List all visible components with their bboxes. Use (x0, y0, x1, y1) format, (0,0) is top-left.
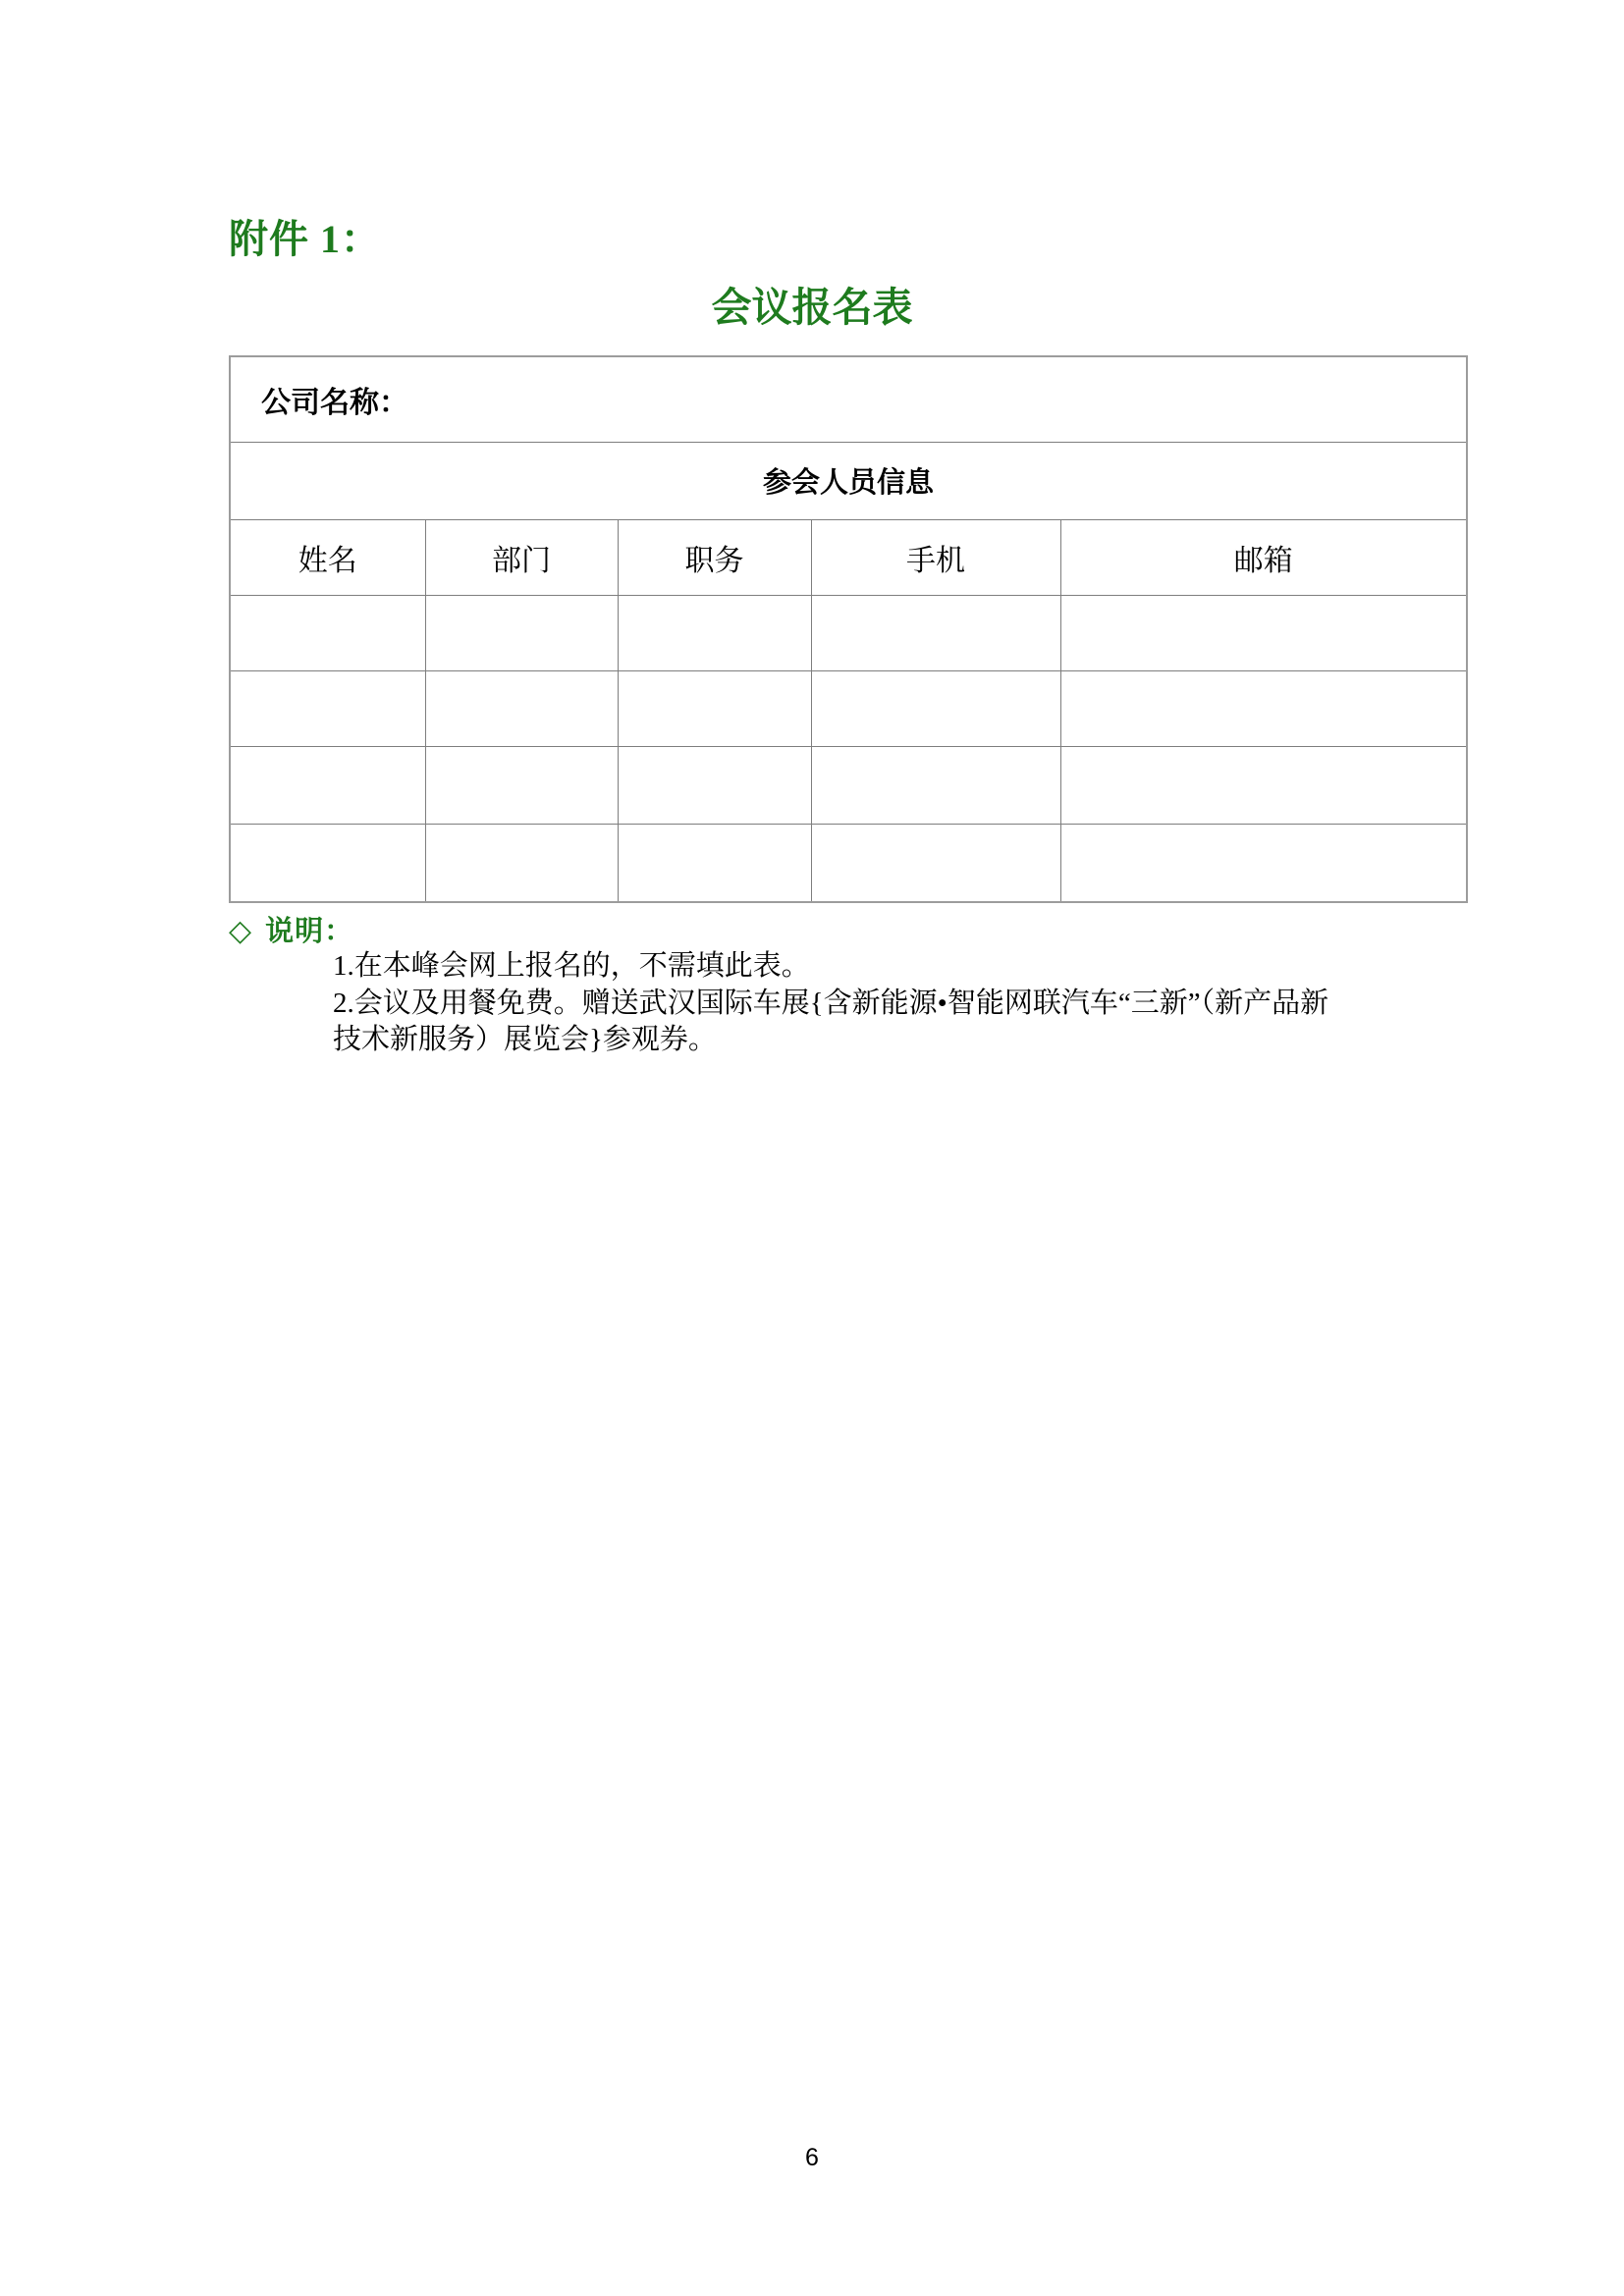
empty-cell[interactable] (811, 824, 1060, 902)
table-row (230, 824, 1467, 902)
notes-body (333, 948, 1442, 1059)
empty-cell[interactable] (425, 670, 618, 746)
attachment-heading: 附件 1： (229, 217, 381, 261)
empty-cell[interactable] (230, 595, 425, 670)
section-header-cell (230, 442, 1467, 519)
empty-cell[interactable] (230, 670, 425, 746)
form-title: 会议报名表 (711, 285, 913, 330)
company-name-row (230, 356, 1467, 442)
empty-cell[interactable] (811, 746, 1060, 824)
empty-cell[interactable] (425, 824, 618, 902)
empty-cell[interactable] (230, 824, 425, 902)
table-row (230, 746, 1467, 824)
empty-cell[interactable] (618, 746, 811, 824)
section-header-label: 参会人员信息 (763, 467, 935, 499)
empty-cell[interactable] (425, 746, 618, 824)
section-header-row (230, 442, 1467, 519)
empty-cell[interactable] (618, 670, 811, 746)
empty-cell[interactable] (1060, 595, 1467, 670)
column-header-dept: 部门 (425, 519, 618, 595)
empty-cell[interactable] (1060, 824, 1467, 902)
empty-cell[interactable] (811, 670, 1060, 746)
empty-cell[interactable] (1060, 670, 1467, 746)
note-line: 1.在本峰会网上报名的，不需填此表。 (333, 950, 810, 982)
company-name-label: 公司名称： (261, 386, 408, 419)
registration-table (229, 355, 1468, 903)
column-header-title: 职务 (618, 519, 811, 595)
notes-label: 说明： (265, 915, 354, 947)
empty-cell[interactable] (425, 595, 618, 670)
empty-cell[interactable] (618, 595, 811, 670)
table-row (230, 595, 1467, 670)
empty-cell[interactable] (1060, 746, 1467, 824)
empty-cell[interactable] (230, 746, 425, 824)
notes-heading (229, 914, 353, 949)
page-number: 6 (805, 2144, 819, 2171)
note-line: 2.会议及用餐免费。赠送武汉国际车展{含新能源•智能网联汽车“三新”（新产品新 (333, 987, 1329, 1019)
column-header-row (230, 519, 1467, 595)
column-header-name: 姓名 (230, 519, 425, 595)
diamond-icon: ◇ (229, 915, 252, 947)
column-header-email: 邮箱 (1060, 519, 1467, 595)
company-name-field[interactable] (230, 356, 1467, 442)
column-header-mobile: 手机 (811, 519, 1060, 595)
table-row (230, 670, 1467, 746)
note-line: 技术新服务）展览会}参观券。 (333, 1024, 717, 1055)
empty-cell[interactable] (618, 824, 811, 902)
empty-cell[interactable] (811, 595, 1060, 670)
